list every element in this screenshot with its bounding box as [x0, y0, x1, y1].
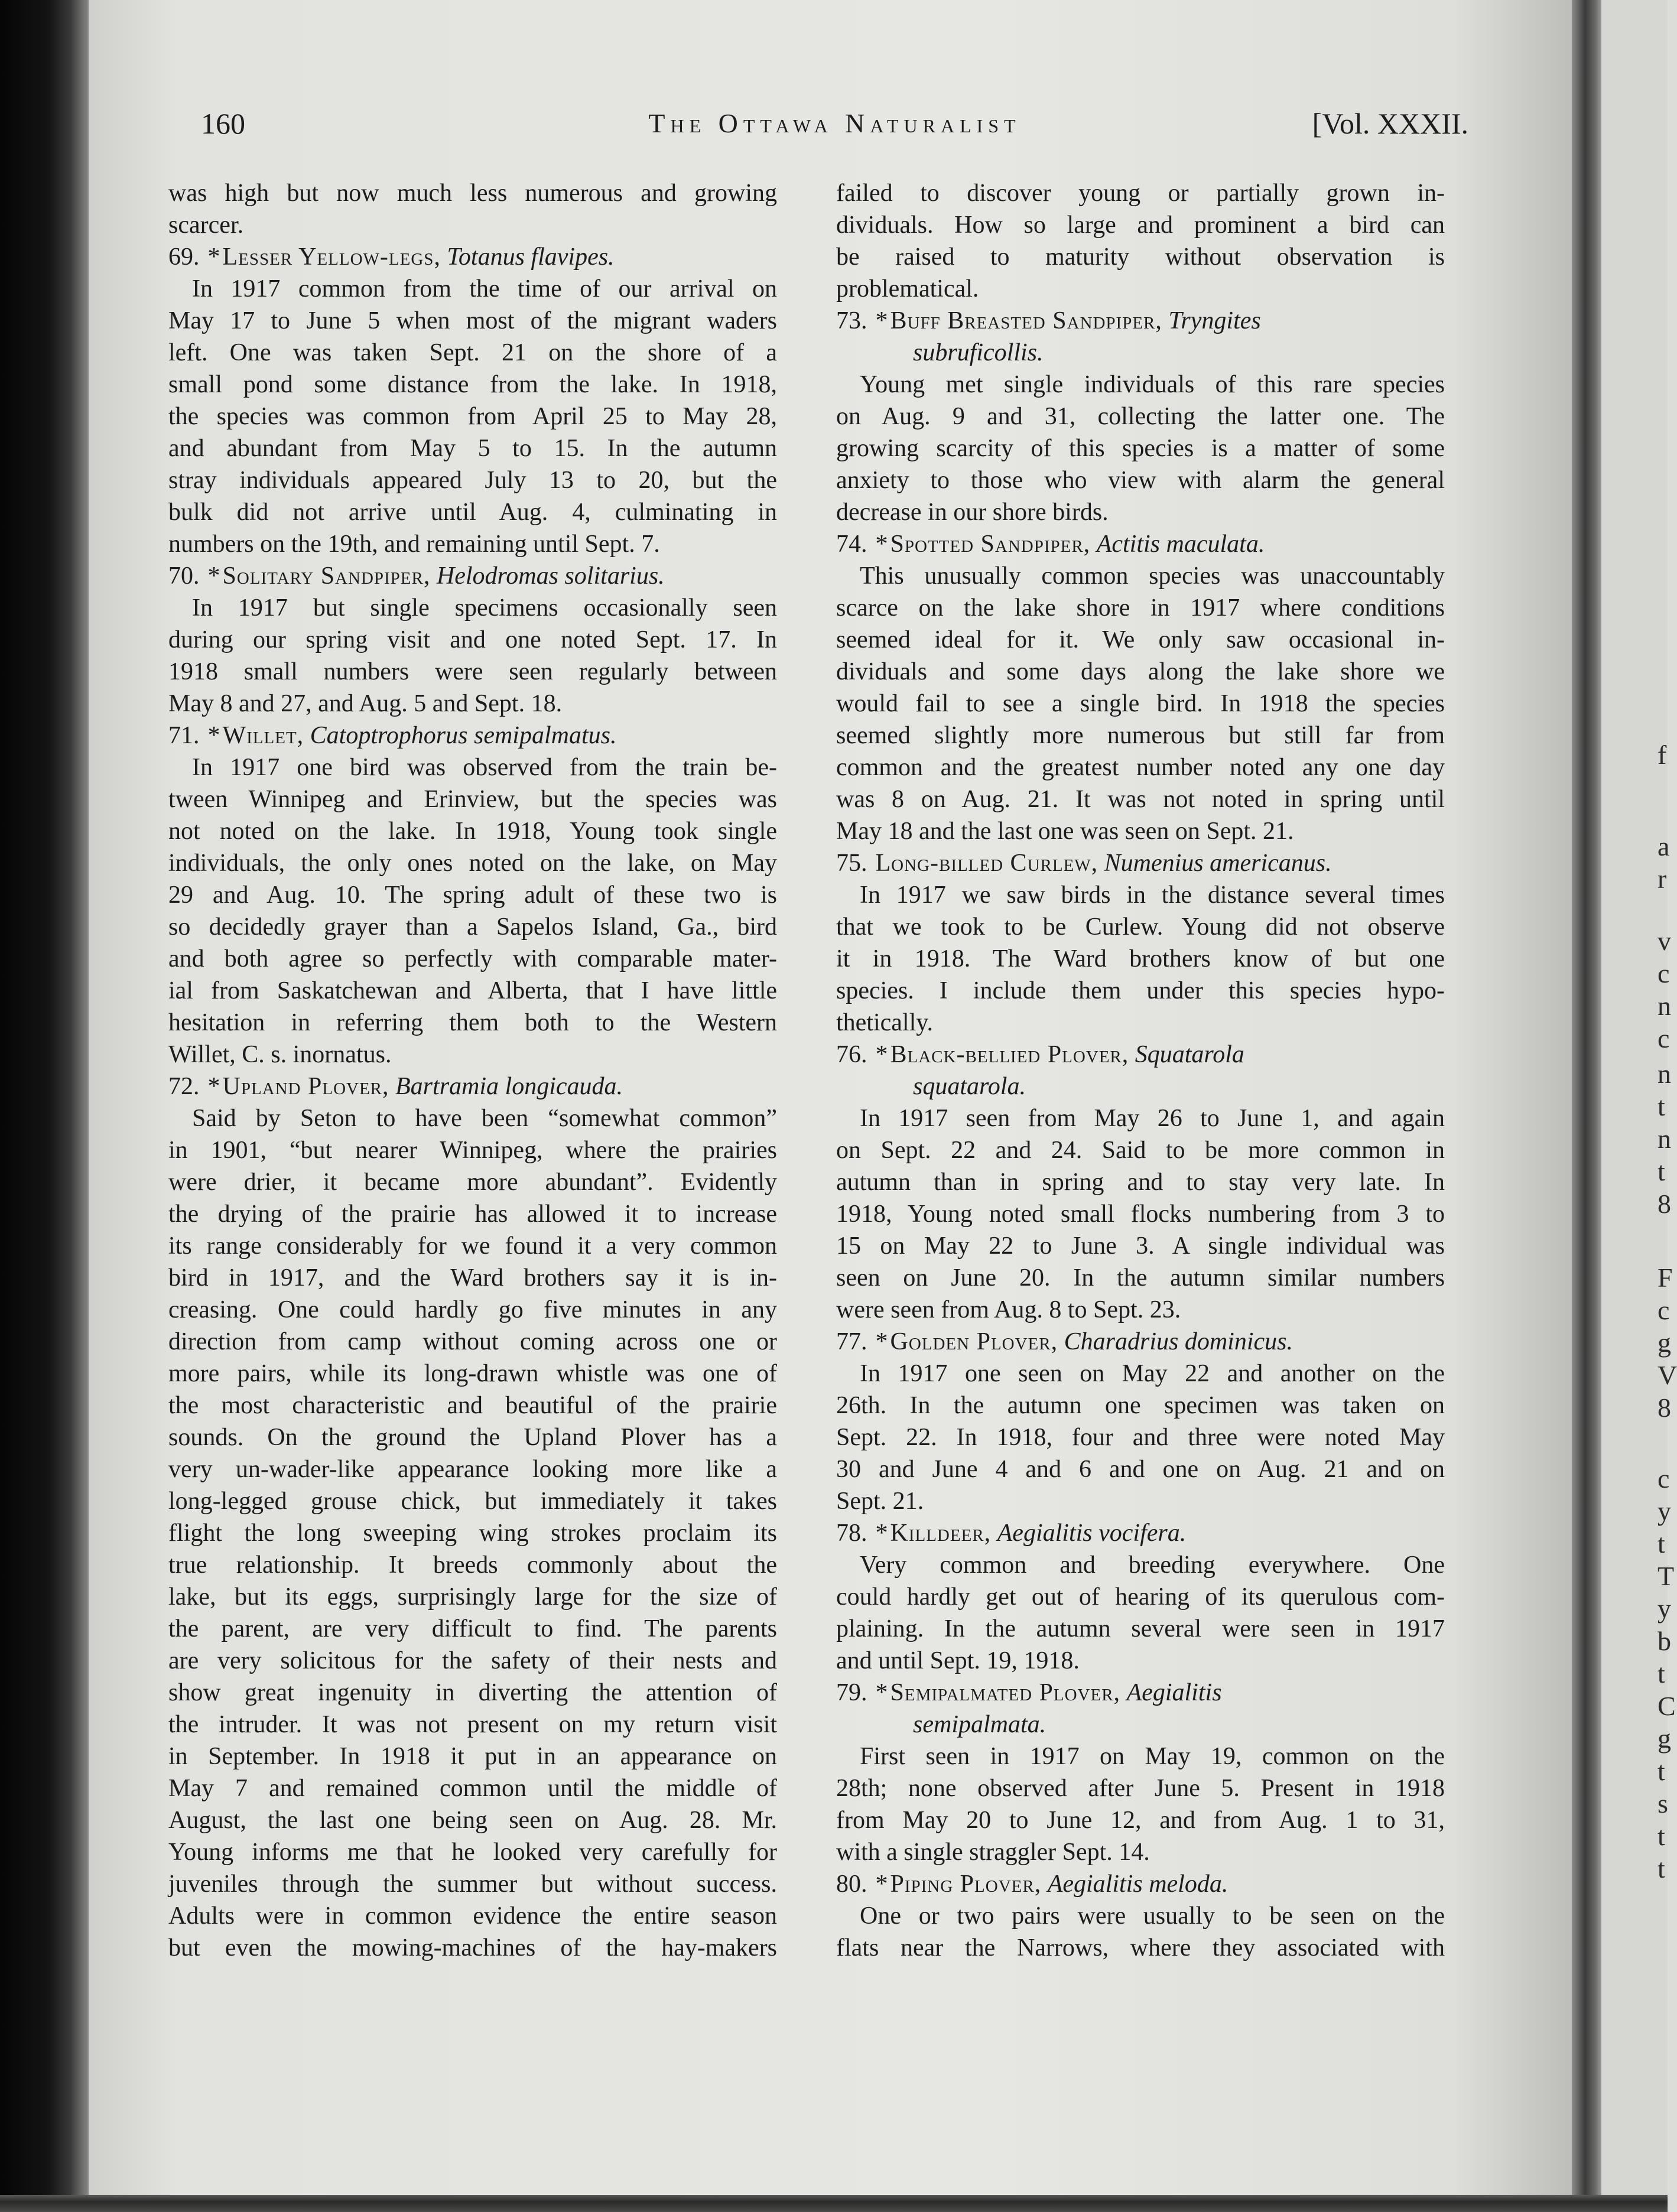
- new-record-asterisk: *: [207, 1073, 220, 1100]
- species-heading-continued: [836, 1709, 1445, 1741]
- facing-page-letter: t: [1658, 1156, 1665, 1186]
- left-text-column: [168, 177, 777, 1964]
- scan-bottom-edge: [0, 2195, 1668, 2212]
- facing-page-letter: a: [1658, 831, 1670, 861]
- text-line: In 1917 one bird was observed from the train be-: [192, 754, 777, 781]
- species-common-name: Spotted Sandpiper,: [890, 531, 1091, 558]
- facing-page-letter: 8: [1658, 1189, 1671, 1219]
- running-header: [201, 106, 1468, 148]
- text-line: May 18 and the last one was seen on Sept. 21.: [836, 818, 1294, 845]
- species-heading: [836, 1517, 1445, 1549]
- facing-page-letter: V: [1658, 1360, 1677, 1390]
- species-scientific-name: Squatarola: [1135, 1041, 1244, 1068]
- species-heading: [836, 847, 1445, 879]
- text-line: its range considerably for we found it a very common: [168, 1232, 777, 1260]
- facing-page-letter: s: [1658, 1788, 1668, 1819]
- new-record-asterisk: *: [875, 1679, 888, 1706]
- text-line: was 8 on Aug. 21. It was not noted in spring until: [836, 786, 1445, 813]
- species-heading: [168, 560, 777, 592]
- text-line: more pairs, while its long-drawn whistle was one of: [168, 1360, 777, 1387]
- species-scientific-name: semipalmata.: [913, 1711, 1046, 1738]
- book-binding-shadow: [0, 0, 89, 2212]
- species-scientific-name: Helodromas solitarius.: [436, 562, 665, 590]
- facing-page-letter: C: [1658, 1691, 1676, 1721]
- text-line: were drier, it became more abundant”. Evidently: [168, 1169, 777, 1196]
- text-line: tween Winnipeg and Erinview, but the species was: [168, 786, 777, 813]
- facing-page-letter: f: [1658, 740, 1667, 770]
- text-line: One or two pairs were usually to be seen on the: [860, 1902, 1445, 1930]
- new-record-asterisk: *: [207, 562, 220, 590]
- facing-page-letter: t: [1658, 1821, 1665, 1851]
- new-record-asterisk: *: [875, 1871, 888, 1898]
- new-record-asterisk: *: [875, 1520, 888, 1547]
- species-number: 70.: [168, 562, 200, 590]
- facing-page-letter: t: [1658, 1853, 1665, 1884]
- species-common-name: Piping Plover,: [890, 1871, 1042, 1898]
- text-line: left. One was taken Sept. 21 on the shore of a: [168, 339, 777, 366]
- species-heading: [836, 305, 1445, 337]
- species-common-name: Black-bellied Plover,: [890, 1041, 1129, 1068]
- text-line: very un-wader-like appearance looking more like a: [168, 1456, 777, 1483]
- facing-page-letter: b: [1658, 1626, 1671, 1656]
- text-line: failed to discover young or partially grown in-: [836, 180, 1445, 207]
- species-scientific-name: squatarola.: [913, 1073, 1026, 1100]
- text-line: long-legged grouse chick, but immediately it takes: [168, 1488, 777, 1515]
- text-line: Young informs me that he looked very carefully for: [168, 1839, 777, 1866]
- text-line: and abundant from May 5 to 15. In the autumn: [168, 435, 777, 462]
- text-line: on Sept. 22 and 24. Said to be more common in: [836, 1137, 1445, 1164]
- text-line: Sept. 21.: [836, 1488, 924, 1515]
- text-line: be raised to maturity without observation is: [836, 243, 1445, 271]
- species-scientific-name: Aegialitis meloda.: [1047, 1871, 1228, 1898]
- facing-page-letter: n: [1658, 991, 1671, 1021]
- text-line: May 17 to June 5 when most of the migrant waders: [168, 307, 777, 334]
- species-scientific-name: Charadrius dominicus.: [1064, 1328, 1293, 1355]
- species-number: 76.: [836, 1041, 867, 1068]
- text-line: August, the last one being seen on Aug. 28. Mr.: [168, 1807, 777, 1834]
- species-heading: [168, 241, 777, 273]
- species-common-name: Golden Plover,: [890, 1328, 1058, 1355]
- species-scientific-name: Actitis maculata.: [1096, 531, 1265, 558]
- text-line: not noted on the lake. In 1918, Young took single: [168, 818, 777, 845]
- facing-page-letter: F: [1658, 1263, 1673, 1293]
- species-number: 71.: [168, 722, 200, 749]
- facing-page-letter: g: [1658, 1723, 1671, 1754]
- species-number: 78.: [836, 1520, 867, 1547]
- text-line: ial from Saskatchewan and Alberta, that I have little: [168, 977, 777, 1004]
- text-line: that we took to be Curlew. Young did not observe: [836, 913, 1445, 941]
- new-record-asterisk: *: [875, 1328, 888, 1355]
- text-line: the parent, are very difficult to find. The parents: [168, 1615, 777, 1642]
- text-line: Very common and breeding everywhere. One: [860, 1551, 1445, 1579]
- text-line: from May 20 to June 12, and from Aug. 1 to 31,: [836, 1807, 1445, 1834]
- text-line: juveniles through the summer but without success.: [168, 1871, 777, 1898]
- species-scientific-name: subruficollis.: [913, 339, 1044, 366]
- text-line: during our spring visit and one noted Sept. 17. In: [168, 626, 777, 653]
- text-line: Said by Seton to have been “somewhat common”: [192, 1105, 777, 1132]
- species-scientific-name: Numenius americanus.: [1104, 850, 1332, 877]
- text-line: scarce on the lake shore in 1917 where conditions: [836, 594, 1445, 622]
- text-line: and both agree so perfectly with comparable mater-: [168, 945, 777, 972]
- species-scientific-name: Aegialitis: [1126, 1679, 1222, 1706]
- page-gutter: [1572, 0, 1601, 2198]
- species-number: 77.: [836, 1328, 867, 1355]
- new-record-asterisk: *: [875, 307, 888, 334]
- text-line: could hardly get out of hearing of its querulous com-: [836, 1583, 1445, 1611]
- text-line: In 1917 we saw birds in the distance several times: [860, 881, 1445, 909]
- species-number: 72.: [168, 1073, 200, 1100]
- text-line: bulk did not arrive until Aug. 4, culminating in: [168, 499, 777, 526]
- text-line: were seen from Aug. 8 to Sept. 23.: [836, 1296, 1181, 1323]
- species-common-name: Lesser Yellow-legs,: [222, 243, 441, 271]
- species-heading: [168, 1071, 777, 1102]
- species-heading-continued: [836, 1071, 1445, 1102]
- page-number: 160: [201, 107, 245, 140]
- text-line: decrease in our shore birds.: [836, 499, 1109, 526]
- text-line: and until Sept. 19, 1918.: [836, 1647, 1080, 1674]
- text-line: hesitation in referring them both to the Western: [168, 1009, 777, 1036]
- species-heading: [836, 528, 1445, 560]
- facing-page-letter: 8: [1658, 1393, 1671, 1423]
- text-line: Adults were in common evidence the entire season: [168, 1902, 777, 1930]
- species-common-name: Upland Plover,: [222, 1073, 389, 1100]
- text-line: growing scarcity of this species is a matter of some: [836, 435, 1445, 462]
- new-record-asterisk: *: [875, 531, 888, 558]
- text-line: sounds. On the ground the Upland Plover has a: [168, 1424, 777, 1451]
- text-line: Sept. 22. In 1918, four and three were noted May: [836, 1424, 1445, 1451]
- facing-page-letter: t: [1658, 1658, 1665, 1689]
- text-line: but even the mowing-machines of the hay-makers: [168, 1934, 777, 1961]
- species-common-name: Semipalmated Plover,: [890, 1679, 1121, 1706]
- text-line: In 1917 seen from May 26 to June 1, and again: [860, 1105, 1445, 1132]
- facing-page-letter: c: [1658, 1463, 1670, 1494]
- text-line: the most characteristic and beautiful of the prairie: [168, 1392, 777, 1419]
- text-line: was high but now much less numerous and growing: [168, 180, 777, 207]
- text-line: plaining. In the autumn several were seen in 1917: [836, 1615, 1445, 1642]
- text-line: 1918 small numbers were seen regularly between: [168, 658, 777, 685]
- facing-page-letter: c: [1658, 958, 1670, 988]
- text-line: First seen in 1917 on May 19, common on the: [860, 1743, 1445, 1770]
- text-line: In 1917 one seen on May 22 and another on the: [860, 1360, 1445, 1387]
- species-number: 69.: [168, 243, 200, 271]
- text-line: problematical.: [836, 275, 979, 302]
- facing-page-letter: g: [1658, 1328, 1671, 1358]
- facing-page-letter: y: [1658, 1593, 1671, 1624]
- text-line: anxiety to those who view with alarm the general: [836, 467, 1445, 494]
- text-line: common and the greatest number noted any one day: [836, 754, 1445, 781]
- facing-page-letter: t: [1658, 1756, 1665, 1786]
- facing-page-letter: y: [1658, 1496, 1671, 1526]
- text-line: dividuals and some days along the lake shore we: [836, 658, 1445, 685]
- species-heading: [836, 1326, 1445, 1358]
- text-line: direction from camp without coming across one or: [168, 1328, 777, 1355]
- text-line: are very solicitous for the safety of their nests and: [168, 1647, 777, 1674]
- text-line: seemed slightly more numerous but still far from: [836, 722, 1445, 749]
- text-line: show great ingenuity in diverting the attention of: [168, 1679, 777, 1706]
- right-text-column: [836, 177, 1445, 1964]
- species-heading: [836, 1039, 1445, 1071]
- species-common-name: Willet,: [222, 722, 304, 749]
- text-line: creasing. One could hardly go five minutes in any: [168, 1296, 777, 1323]
- new-record-asterisk: *: [207, 722, 220, 749]
- text-line: the species was common from April 25 to May 28,: [168, 403, 777, 430]
- text-line: In 1917 common from the time of our arrival on: [192, 275, 777, 302]
- species-scientific-name: Tryngites: [1168, 307, 1261, 334]
- facing-page-letter: n: [1658, 1059, 1671, 1089]
- species-common-name: Killdeer,: [890, 1520, 992, 1547]
- facing-page-letter: n: [1658, 1124, 1671, 1154]
- species-scientific-name: Aegialitis vocifera.: [997, 1520, 1187, 1547]
- text-line: the drying of the prairie has allowed it to increase: [168, 1201, 777, 1228]
- text-line: true relationship. It breeds commonly about the: [168, 1551, 777, 1579]
- text-line: May 8 and 27, and Aug. 5 and Sept. 18.: [168, 690, 563, 717]
- species-number: 80.: [836, 1871, 867, 1898]
- text-line: 28th; none observed after June 5. Present in 1918: [836, 1775, 1445, 1802]
- text-line: species. I include them under this species hypo-: [836, 977, 1445, 1004]
- species-scientific-name: Totanus flavipes.: [447, 243, 615, 271]
- species-number: 75.: [836, 850, 867, 877]
- facing-page-edge: [1601, 0, 1677, 2198]
- text-line: would fail to see a single bird. In 1918 the species: [836, 690, 1445, 717]
- volume-label: [Vol. XXXII.: [1312, 107, 1468, 140]
- text-line: Willet, C. s. inornatus.: [168, 1041, 392, 1068]
- facing-page-letter: t: [1658, 1091, 1665, 1121]
- text-line: in 1901, “but nearer Winnipeg, where the prairies: [168, 1137, 777, 1164]
- text-line: 29 and Aug. 10. The spring adult of these two is: [168, 881, 777, 909]
- text-line: it in 1918. The Ward brothers know of but one: [836, 945, 1445, 972]
- text-line: Young met single individuals of this rare species: [860, 371, 1445, 398]
- text-line: 26th. In the autumn one specimen was taken on: [836, 1392, 1445, 1419]
- text-line: flight the long sweeping wing strokes proclaim its: [168, 1520, 777, 1547]
- text-line: 30 and June 4 and 6 and one on Aug. 21 and on: [836, 1456, 1445, 1483]
- species-common-name: Solitary Sandpiper,: [222, 562, 431, 590]
- text-line: scarcer.: [168, 212, 244, 239]
- species-heading: [836, 1677, 1445, 1709]
- text-line: the intruder. It was not present on my return visit: [168, 1711, 777, 1738]
- text-line: stray individuals appeared July 13 to 20, but the: [168, 467, 777, 494]
- species-number: 74.: [836, 531, 867, 558]
- text-line: flats near the Narrows, where they associated with: [836, 1934, 1445, 1961]
- text-line: with a single straggler Sept. 14.: [836, 1839, 1150, 1866]
- text-line: individuals, the only ones noted on the lake, on May: [168, 850, 777, 877]
- text-line: numbers on the 19th, and remaining until Sept. 7.: [168, 531, 660, 558]
- facing-page-letter: t: [1658, 1528, 1665, 1559]
- facing-page-letter: r: [1658, 864, 1667, 894]
- text-line: 15 on May 22 to June 3. A single individual was: [836, 1232, 1445, 1260]
- text-line: so decidedly grayer than a Sapelos Island, Ga., bird: [168, 913, 777, 941]
- facing-page-letter: c: [1658, 1023, 1670, 1053]
- text-line: This unusually common species was unaccountably: [860, 562, 1445, 590]
- text-line: seen on June 20. In the autumn similar numbers: [836, 1264, 1445, 1292]
- new-record-asterisk: *: [875, 1041, 888, 1068]
- species-scientific-name: Catoptrophorus semipalmatus.: [310, 722, 617, 749]
- species-number: 79.: [836, 1679, 867, 1706]
- text-line: seemed ideal for it. We only saw occasional in-: [836, 626, 1445, 653]
- text-line: bird in 1917, and the Ward brothers say it is in-: [168, 1264, 777, 1292]
- text-line: autumn than in spring and to stay very late. In: [836, 1169, 1445, 1196]
- facing-page-letter: T: [1658, 1561, 1675, 1591]
- species-heading: [836, 1868, 1445, 1900]
- species-number: 73.: [836, 307, 867, 334]
- journal-title: The Ottawa Naturalist: [648, 108, 1021, 138]
- species-common-name: Long-billed Curlew,: [875, 850, 1098, 877]
- new-record-asterisk: *: [207, 243, 220, 271]
- text-line: small pond some distance from the lake. In 1918,: [168, 371, 777, 398]
- species-common-name: Buff Breasted Sandpiper,: [890, 307, 1162, 334]
- facing-page-letter: v: [1658, 926, 1671, 956]
- text-line: In 1917 but single specimens occasionally seen: [192, 594, 777, 622]
- text-line: on Aug. 9 and 31, collecting the latter one. The: [836, 403, 1445, 430]
- text-line: lake, but its eggs, surprisingly large for the size of: [168, 1583, 777, 1611]
- species-heading-continued: [836, 337, 1445, 369]
- species-heading: [168, 720, 777, 752]
- species-scientific-name: Bartramia longicauda.: [395, 1073, 623, 1100]
- text-line: dividuals. How so large and prominent a bird can: [836, 212, 1445, 239]
- text-line: 1918, Young noted small flocks numbering from 3 to: [836, 1201, 1445, 1228]
- facing-page-letter: c: [1658, 1295, 1670, 1325]
- text-line: May 7 and remained common until the middle of: [168, 1775, 777, 1802]
- text-line: thetically.: [836, 1009, 934, 1036]
- text-line: in September. In 1918 it put in an appearance on: [168, 1743, 777, 1770]
